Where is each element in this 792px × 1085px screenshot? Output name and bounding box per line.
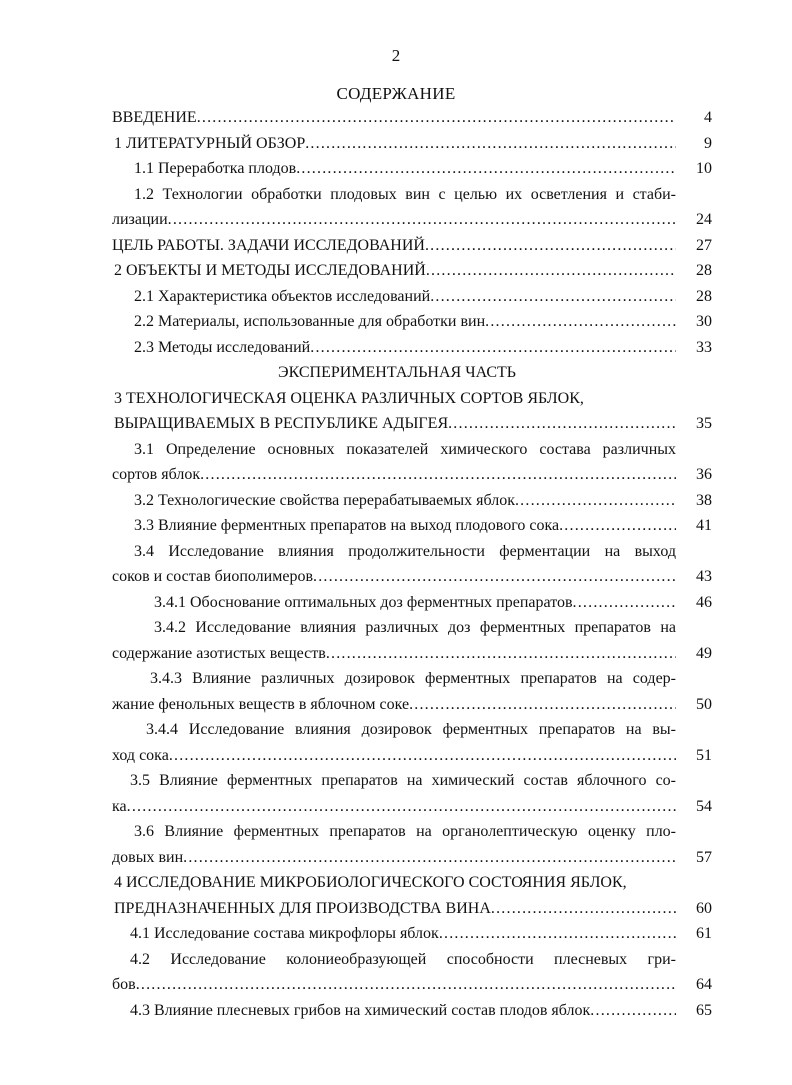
toc-entry-label: лизации xyxy=(112,211,168,228)
toc-entry-label: 3.2 Технологические свойства перерабатываемых яблок xyxy=(134,491,515,509)
toc-entry-3-3 xyxy=(112,513,712,539)
toc-entry-page: 50 xyxy=(696,695,712,713)
toc-entry-label: 2.2 Материалы, использованные для обработки вин xyxy=(134,313,486,330)
toc-entry-3-4-2-line1: 3.4.2 Исследование влияния различных доз ферментных препаратов на xyxy=(154,619,676,636)
toc-entry-page: 38 xyxy=(696,491,712,509)
toc-entry-3-4-line1: 3.4 Исследование влияния продолжительности ферментации на выход xyxy=(134,542,676,560)
toc-entry-page: 9 xyxy=(704,134,712,152)
table-of-contents xyxy=(112,105,712,1023)
toc-entry-label: 4.1 Исследование состава микрофлоры яблок xyxy=(130,925,439,942)
toc-entry-page: 4 xyxy=(704,109,712,126)
toc-leader-dots xyxy=(200,462,676,488)
toc-leader-dots xyxy=(310,335,676,361)
toc-entry-page: 46 xyxy=(696,593,712,611)
toc-title: СОДЕРЖАНИЕ xyxy=(336,84,456,103)
toc-entry-label: 1 ЛИТЕРАТУРНЫЙ ОБЗОР xyxy=(114,134,306,152)
toc-entry-4-2-line1: 4.2 Исследование колониеобразующей способности плесневых гри- xyxy=(130,950,676,968)
toc-leader-dots xyxy=(590,998,676,1024)
toc-entry-4-2 xyxy=(112,972,712,998)
toc-entry-3-4-4 xyxy=(112,743,712,769)
toc-entry-4-3 xyxy=(112,998,712,1024)
toc-entry-chapter-4 xyxy=(112,896,712,922)
toc-leader-dots xyxy=(305,131,676,157)
toc-entry-3-4-3-line1: 3.4.3 Влияние различных дозировок ферментных препаратов на содер- xyxy=(150,670,676,687)
toc-entry-label: 1.1 Переработка плодов xyxy=(134,160,297,177)
toc-entry-page: 27 xyxy=(696,236,712,254)
toc-entry-page: 24 xyxy=(696,211,712,228)
toc-entry-chapter-3 xyxy=(112,411,712,437)
toc-entry-label: ка xyxy=(112,797,127,815)
toc-leader-dots xyxy=(573,590,676,616)
toc-entry-label: бов xyxy=(112,976,136,993)
toc-entry-1-2-line1: 1.2 Технологии обработки плодовых вин с целью их осветления и стаби- xyxy=(134,185,676,203)
toc-leader-dots xyxy=(430,284,676,310)
toc-entry-page: 51 xyxy=(696,746,712,764)
toc-entry-3-6-line1: 3.6 Влияние ферментных препаратов на органолептическую оценку пло- xyxy=(134,823,676,840)
toc-entry-label: 4.3 Влияние плесневых грибов на химический состав плодов яблок xyxy=(130,1001,591,1019)
toc-leader-dots xyxy=(448,411,676,437)
toc-entry-label: ход сока xyxy=(112,746,169,764)
toc-entry-1-2 xyxy=(112,207,712,233)
toc-entry-page: 54 xyxy=(696,797,712,815)
toc-entry-label: 3.3 Влияние ферментных препаратов на выход плодового сока xyxy=(134,517,560,534)
toc-entry-3-4 xyxy=(112,564,712,590)
toc-entry-3-2 xyxy=(112,488,712,514)
toc-leader-dots xyxy=(136,972,676,998)
toc-entry-label: довых вин xyxy=(112,848,184,866)
toc-entry-chapter-1 xyxy=(112,131,712,157)
toc-entry-1-1 xyxy=(112,156,712,182)
toc-leader-dots xyxy=(169,743,676,769)
toc-entry-3-5-line1: 3.5 Влияние ферментных препаратов на химический состав яблочного со- xyxy=(130,772,676,789)
toc-entry-goals xyxy=(112,233,712,259)
toc-entry-page: 57 xyxy=(696,848,712,866)
toc-entry-label: сортов яблок xyxy=(112,466,201,483)
toc-leader-dots xyxy=(559,513,676,539)
toc-leader-dots xyxy=(485,309,676,335)
toc-leader-dots xyxy=(127,794,676,820)
toc-entry-page: 65 xyxy=(696,1001,712,1019)
toc-entry-label: ЦЕЛЬ РАБОТЫ. ЗАДАЧИ ИССЛЕДОВАНИЙ xyxy=(112,236,425,254)
toc-entry-page: 60 xyxy=(696,899,712,917)
section-heading-experimental: ЭКСПЕРИМЕНТАЛЬНАЯ ЧАСТЬ xyxy=(278,364,516,381)
toc-entry-page: 30 xyxy=(696,313,712,330)
toc-entry-2-1 xyxy=(112,284,712,310)
toc-entry-label: содержание азотистых веществ xyxy=(112,644,326,662)
page-number: 2 xyxy=(391,46,401,65)
toc-entry-label: жание фенольных веществ в яблочном соке xyxy=(112,695,410,713)
toc-leader-dots xyxy=(426,258,676,284)
toc-entry-page: 33 xyxy=(696,338,712,356)
toc-leader-dots xyxy=(296,156,676,182)
toc-entry-label: 2.3 Методы исследований xyxy=(134,338,311,356)
toc-entry-chapter-2 xyxy=(112,258,712,284)
toc-leader-dots xyxy=(326,641,676,667)
toc-leader-dots xyxy=(409,692,676,718)
toc-entry-page: 10 xyxy=(696,160,712,177)
toc-leader-dots xyxy=(425,233,676,259)
toc-entry-label: ПРЕДНАЗНАЧЕННЫХ ДЛЯ ПРОИЗВОДСТВА ВИНА xyxy=(114,899,491,917)
toc-entry-introduction xyxy=(112,105,712,131)
toc-entry-page: 64 xyxy=(696,976,712,993)
toc-entry-3-4-4-line1: 3.4.4 Исследование влияния дозировок ферментных препаратов на вы- xyxy=(146,721,676,738)
toc-entry-2-3 xyxy=(112,335,712,361)
toc-entry-page: 36 xyxy=(696,466,712,483)
toc-entry-page: 28 xyxy=(696,262,712,279)
toc-entry-page: 35 xyxy=(696,415,712,432)
toc-entry-page: 49 xyxy=(696,644,712,662)
toc-entry-page: 28 xyxy=(696,287,712,305)
toc-entry-label: соков и состав биополимеров xyxy=(112,568,314,585)
toc-entry-label: 2 ОБЪЕКТЫ И МЕТОДЫ ИССЛЕДОВАНИЙ xyxy=(114,262,426,279)
toc-leader-dots xyxy=(168,207,676,233)
toc-leader-dots xyxy=(515,488,676,514)
toc-leader-dots xyxy=(183,845,676,871)
toc-entry-3-1 xyxy=(112,462,712,488)
toc-leader-dots xyxy=(197,105,676,131)
toc-entry-label: 3.4.1 Обоснование оптимальных доз ферментных препаратов xyxy=(154,593,573,611)
toc-leader-dots xyxy=(439,921,676,947)
toc-entry-4-1 xyxy=(112,921,712,947)
toc-entry-3-4-2 xyxy=(112,641,712,667)
toc-entry-page: 41 xyxy=(696,517,712,534)
toc-entry-label: ВЫРАЩИВАЕМЫХ В РЕСПУБЛИКЕ АДЫГЕЯ xyxy=(114,415,449,432)
toc-entry-page: 43 xyxy=(696,568,712,585)
toc-entry-3-1-line1: 3.1 Определение основных показателей химического состава различных xyxy=(134,440,676,458)
toc-entry-chapter-3-line1: 3 ТЕХНОЛОГИЧЕСКАЯ ОЦЕНКА РАЗЛИЧНЫХ СОРТОВ ЯБЛОК, xyxy=(114,389,584,407)
toc-entry-3-4-3 xyxy=(112,692,712,718)
toc-entry-3-5 xyxy=(112,794,712,820)
toc-entry-3-4-1 xyxy=(112,590,712,616)
toc-leader-dots xyxy=(313,564,676,590)
toc-entry-chapter-4-line1: 4 ИССЛЕДОВАНИЕ МИКРОБИОЛОГИЧЕСКОГО СОСТОЯНИЯ ЯБЛОК, xyxy=(114,874,627,891)
toc-entry-label: ВВЕДЕНИЕ xyxy=(112,109,197,126)
toc-entry-3-6 xyxy=(112,845,712,871)
toc-entry-page: 61 xyxy=(696,925,712,942)
toc-entry-label: 2.1 Характеристика объектов исследований xyxy=(134,287,431,305)
toc-leader-dots xyxy=(491,896,676,922)
toc-entry-2-2 xyxy=(112,309,712,335)
